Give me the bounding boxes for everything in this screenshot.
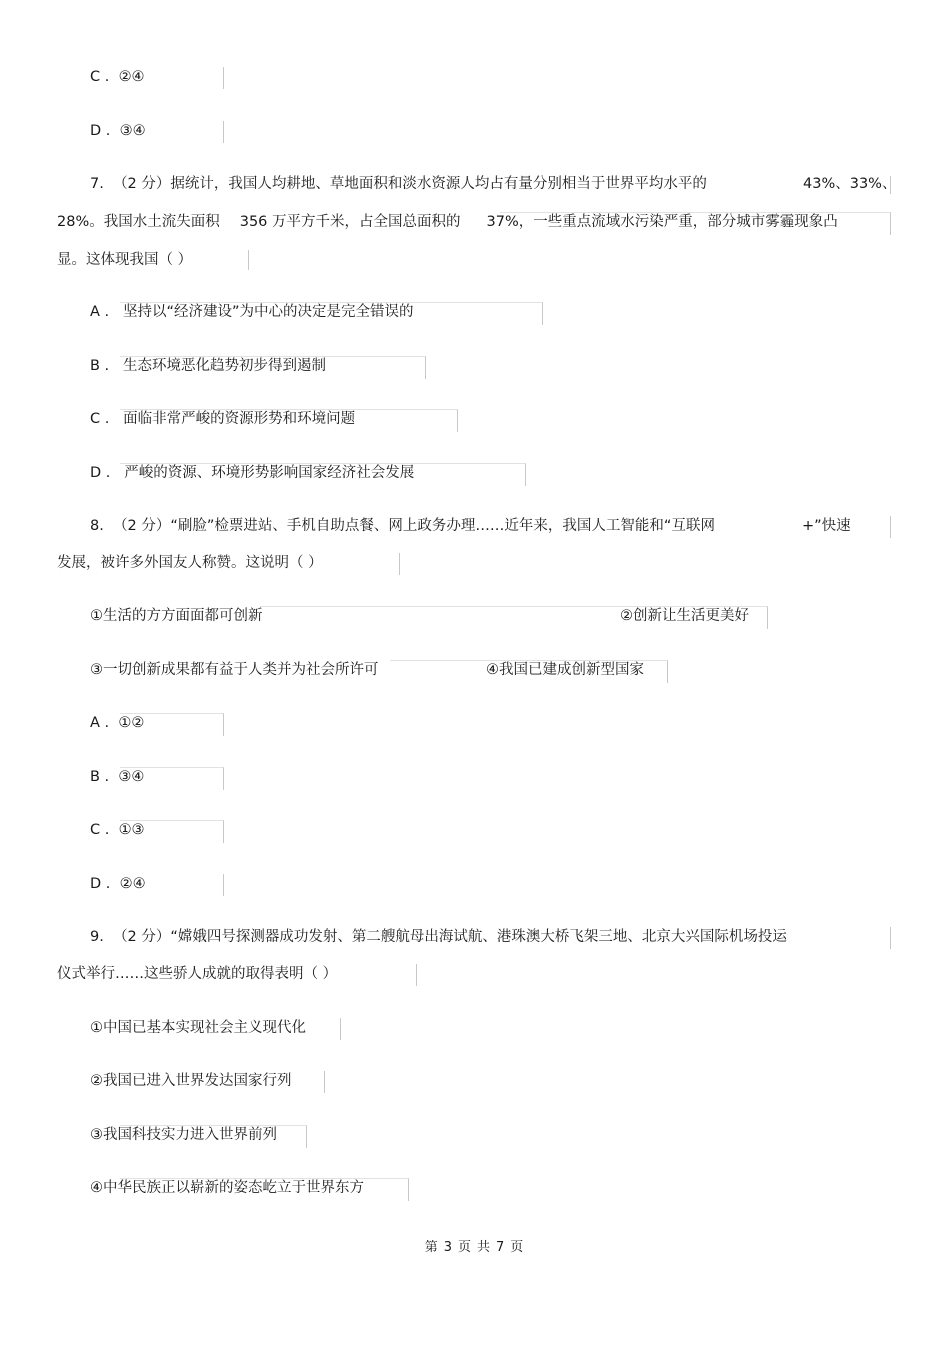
q8-statement-3: ③一切创新成果都有益于人类并为社会所许可 (90, 662, 379, 678)
answer-box (120, 767, 224, 790)
answer-box (120, 463, 526, 486)
q8-option-b: B . ③④ (90, 769, 145, 785)
answer-box (260, 606, 768, 629)
answer-box (120, 409, 458, 432)
answer-box (120, 1018, 341, 1040)
q8-option-a: A . ①② (90, 715, 145, 731)
answer-box (300, 553, 400, 575)
question-number: 8. (90, 518, 104, 534)
total-pages: 7 (496, 1240, 507, 1255)
q7-option-c: C . 面临非常严峻的资源形势和环境问题 (90, 411, 356, 427)
q9-statement-3: ③我国科技实力进入世界前列 (90, 1127, 277, 1143)
answer-box (760, 516, 891, 538)
q6-option-d: D . ③④ (90, 123, 146, 139)
question-score: （2 分） (113, 176, 171, 192)
q8-statement-4: ④我国已建成创新型国家 (486, 662, 644, 678)
answer-box (120, 874, 224, 896)
answer-box (390, 660, 668, 683)
q8-option-c: C . ①③ (90, 822, 145, 838)
q9-statement-1: ①中国已基本实现社会主义现代化 (90, 1020, 306, 1036)
q6-option-c: C . ②④ (90, 69, 145, 85)
answer-box (120, 302, 543, 325)
q8-statement-1: ①生活的方方面面都可创新 (90, 608, 263, 624)
q8-line1: 8. （2 分）“刷脸”检票进站、手机自助点餐、网上政务办理……近年来，我国人工智能和“互联网 (90, 518, 715, 534)
answer-box (170, 250, 249, 270)
answer-box (500, 212, 891, 235)
page-footer: 第 3 页 共 7 页 (424, 1240, 526, 1255)
q7-option-b: B . 生态环境恶化趋势初步得到遏制 (90, 358, 326, 374)
q8-line2: 发展，被许多外国友人称赞。这说明（ ） (57, 555, 323, 571)
q7-option-a: A . 坚持以“经济建设”为中心的决定是完全错误的 (90, 304, 414, 320)
q8-option-d: D . ②④ (90, 876, 146, 892)
q9-statement-2: ②我国已进入世界发达国家行列 (90, 1073, 292, 1089)
q8-line1-tail: +”快速 (802, 518, 851, 534)
q7-line1-tail: 43%、33%、 (803, 176, 897, 192)
current-page: 3 (443, 1240, 454, 1255)
answer-box (120, 356, 426, 379)
answer-box (820, 927, 891, 949)
q7-line1: 7. （2 分）据统计，我国人均耕地、草地面积和淡水资源人均占有量分别相当于世界平均水平的 (90, 176, 707, 192)
q9-line2: 仪式举行……这些骄人成就的取得表明（ ） (57, 966, 338, 982)
question-score: （2 分） (113, 518, 171, 534)
q7-option-d: D . 严峻的资源、环境形势影响国家经济社会发展 (90, 465, 415, 481)
answer-box (120, 121, 224, 143)
answer-box (120, 820, 224, 843)
answer-box (320, 964, 417, 986)
q7-line3: 显。这体现我国（ ） (57, 252, 193, 268)
q8-statement-2: ②创新让生活更美好 (620, 608, 749, 624)
question-number: 9. (90, 929, 104, 945)
question-number: 7. (90, 176, 104, 192)
q9-statement-4: ④中华民族正以崭新的姿态屹立于世界东方 (90, 1180, 364, 1196)
q9-line1: 9. （2 分）“嫦娥四号探测器成功发射、第二艘航母出海试航、港珠澳大桥飞架三地、北京大兴国际机场投运 (90, 929, 787, 945)
answer-box (740, 176, 891, 194)
answer-box (120, 1125, 307, 1148)
answer-box (120, 1178, 409, 1201)
answer-box (120, 713, 224, 736)
question-score: （2 分） (113, 929, 171, 945)
q7-line2: 28%。我国水土流失面积 356 万平方千米，占全国总面积的 37%，一些重点流域水污染严重，部分城市雾霾现象凸 (57, 214, 838, 230)
answer-box (120, 1071, 325, 1093)
answer-box (120, 67, 224, 89)
